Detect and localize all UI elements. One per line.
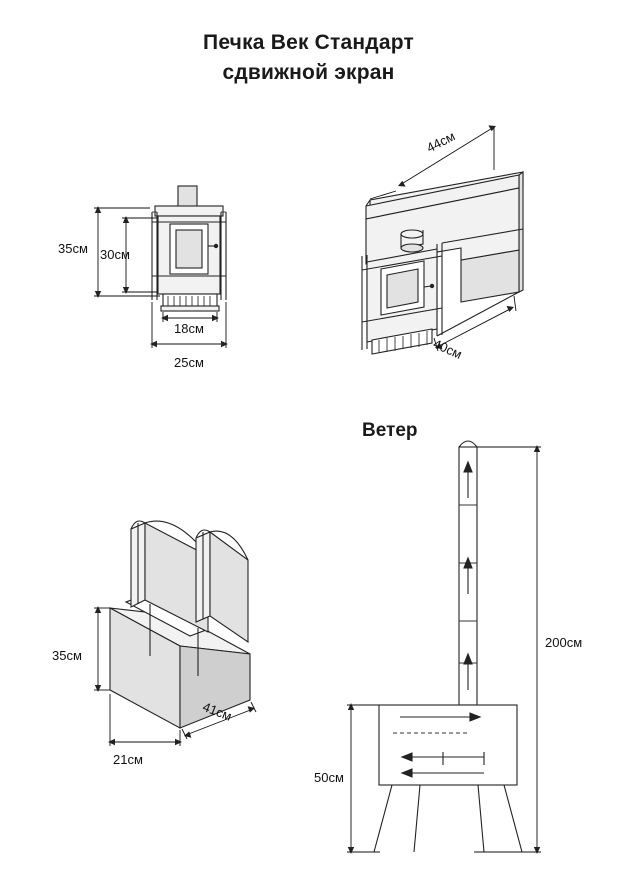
isometric-view-art bbox=[362, 125, 523, 354]
dim-front-width-outer: 25см bbox=[174, 355, 204, 370]
chimney-view-art bbox=[347, 441, 541, 854]
page-title-line2: сдвижной экран bbox=[222, 61, 395, 84]
dim-chimney-total-height: 200см bbox=[545, 635, 583, 650]
dim-front-width-inner: 18см bbox=[174, 321, 204, 336]
dim-iso-depth-top: 44см bbox=[424, 128, 458, 156]
dim-front-height-outer: 35см bbox=[58, 241, 88, 256]
dim-screen-width: 21см bbox=[113, 752, 143, 767]
dim-chimney-stand-height: 50см bbox=[314, 770, 344, 785]
dim-front-height-inner: 30см bbox=[100, 247, 130, 262]
page-title-line1: Печка Век Стандарт bbox=[203, 31, 414, 54]
dim-screen-height: 35см bbox=[52, 648, 82, 663]
wind-label: Ветер bbox=[362, 420, 418, 441]
dim-screen-length: 41см bbox=[200, 699, 234, 724]
dim-iso-depth-bottom: 40см bbox=[430, 336, 465, 362]
front-view-art bbox=[94, 186, 228, 348]
